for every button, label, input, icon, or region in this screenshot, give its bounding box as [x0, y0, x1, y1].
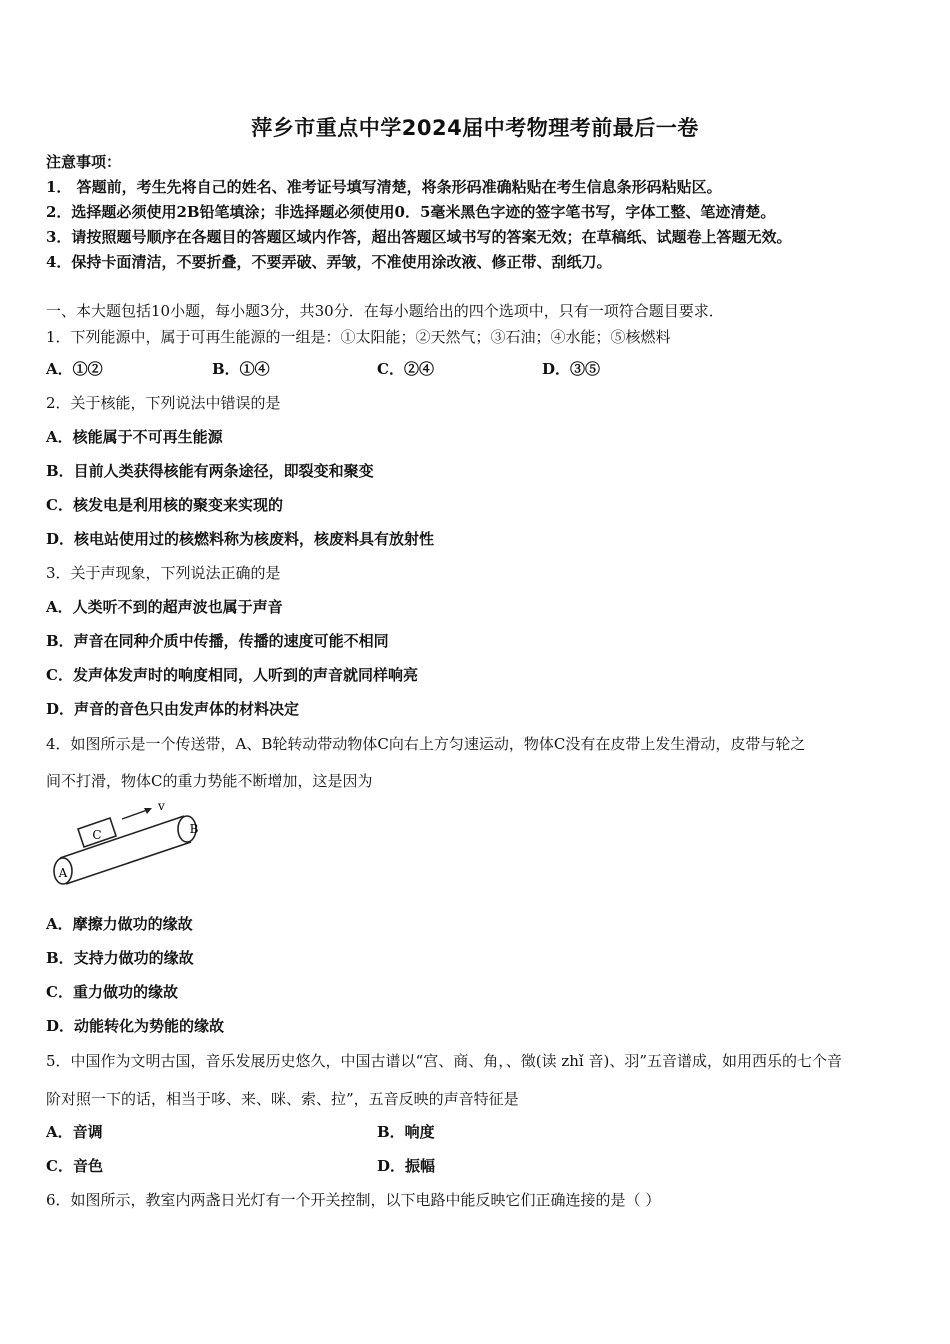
section-instructions: 一、本大题包括10小题，每小题3分，共30分．在每小题给出的四个选项中，只有一项符合题目要求． [46, 302, 724, 320]
q4-option-a: A．摩擦力做功的缘故 [46, 915, 193, 933]
q2-option-d: D．核电站使用过的核燃料称为核废料，核废料具有放射性 [46, 530, 435, 548]
question-2-stem: 2．关于核能，下列说法中错误的是 [46, 394, 281, 412]
question-4-stem-line1: 4．如图所示是一个传送带，A、B轮转动带动物体C向右上方匀速运动，物体C没有在皮带上发生滑动，皮带与轮之 [46, 735, 806, 753]
q3-option-a: A．人类听不到的超声波也属于声音 [46, 598, 283, 616]
page-title: 萍乡市重点中学2024届中考物理考前最后一卷 [251, 116, 699, 140]
q4-option-c: C．重力做功的缘故 [46, 983, 178, 1001]
q3-option-c: C．发声体发声时的响度相同，人听到的声音就同样响亮 [46, 666, 418, 684]
belt-top-edge [60, 816, 184, 858]
q1-option-d: D．③⑤ [542, 360, 601, 378]
belt-bottom-edge [66, 842, 191, 884]
question-5-stem-line2: 阶对照一下的话，相当于哆、来、咪、索、拉”，五音反映的声音特征是 [46, 1090, 519, 1108]
q5-option-d: D．振幅 [377, 1157, 436, 1175]
q4-option-d: D．动能转化为势能的缘故 [46, 1017, 225, 1035]
q1-option-a: A．①② [46, 360, 103, 378]
q5-option-b: B．响度 [377, 1123, 435, 1141]
q2-option-c: C．核发电是利用核的聚变来实现的 [46, 496, 283, 514]
object-c-label: C [92, 828, 102, 842]
notice-item: 4．保持卡面清洁，不要折叠，不要弄破、弄皱，不准使用涂改液、修正带、刮纸刀。 [46, 253, 612, 271]
q5-option-c: C．音色 [46, 1157, 103, 1175]
conveyor-belt-figure [46, 800, 216, 892]
notice-heading: 注意事项： [46, 153, 122, 171]
notice-item: 2．选择题必须使用2B铅笔填涂；非选择题必须使用0．5毫米黑色字迹的签字笔书写，字体工整、笔迹清楚。 [46, 203, 776, 221]
question-1-stem: 1．下列能源中，属于可再生能源的一组是：①太阳能；②天然气；③石油；④水能；⑤核燃料 [46, 328, 671, 346]
notice-item: 3．请按照题号顺序在各题目的答题区域内作答，超出答题区域书写的答案无效；在草稿纸、试题卷上答题无效。 [46, 228, 792, 246]
q1-option-b: B．①④ [212, 360, 270, 378]
q3-option-b: B．声音在同种介质中传播，传播的速度可能不相同 [46, 632, 389, 650]
question-6-stem: 6．如图所示，教室内两盏日光灯有一个开关控制，以下电路中能反映它们正确连接的是（ ） [46, 1191, 661, 1209]
q3-option-d: D．声音的音色只由发声体的材料决定 [46, 700, 300, 718]
velocity-label: v [158, 800, 165, 813]
q2-option-a: A．核能属于不可再生能源 [46, 428, 223, 446]
q1-option-c: C．②④ [377, 360, 434, 378]
notice-item: 1． 答题前，考生先将自己的姓名、准考证号填写清楚，将条形码准确粘贴在考生信息条形码粘贴区。 [46, 178, 722, 196]
q4-option-b: B．支持力做功的缘故 [46, 949, 194, 967]
question-4-stem-line2: 间不打滑，物体C的重力势能不断增加，这是因为 [46, 772, 373, 790]
question-3-stem: 3．关于声现象，下列说法正确的是 [46, 564, 281, 582]
q5-option-a: A．音调 [46, 1123, 103, 1141]
pulley-b-label: B [189, 822, 199, 836]
q2-option-b: B．目前人类获得核能有两条途径，即裂变和聚变 [46, 462, 374, 480]
question-5-stem-line1: 5．中国作为文明古国，音乐发展历史悠久，中国古谱以“宫、商、角，、徵(读 zhǐ 音)、羽”五音谱成，如用西乐的七个音 [46, 1052, 842, 1070]
pulley-a-label: A [58, 866, 68, 880]
